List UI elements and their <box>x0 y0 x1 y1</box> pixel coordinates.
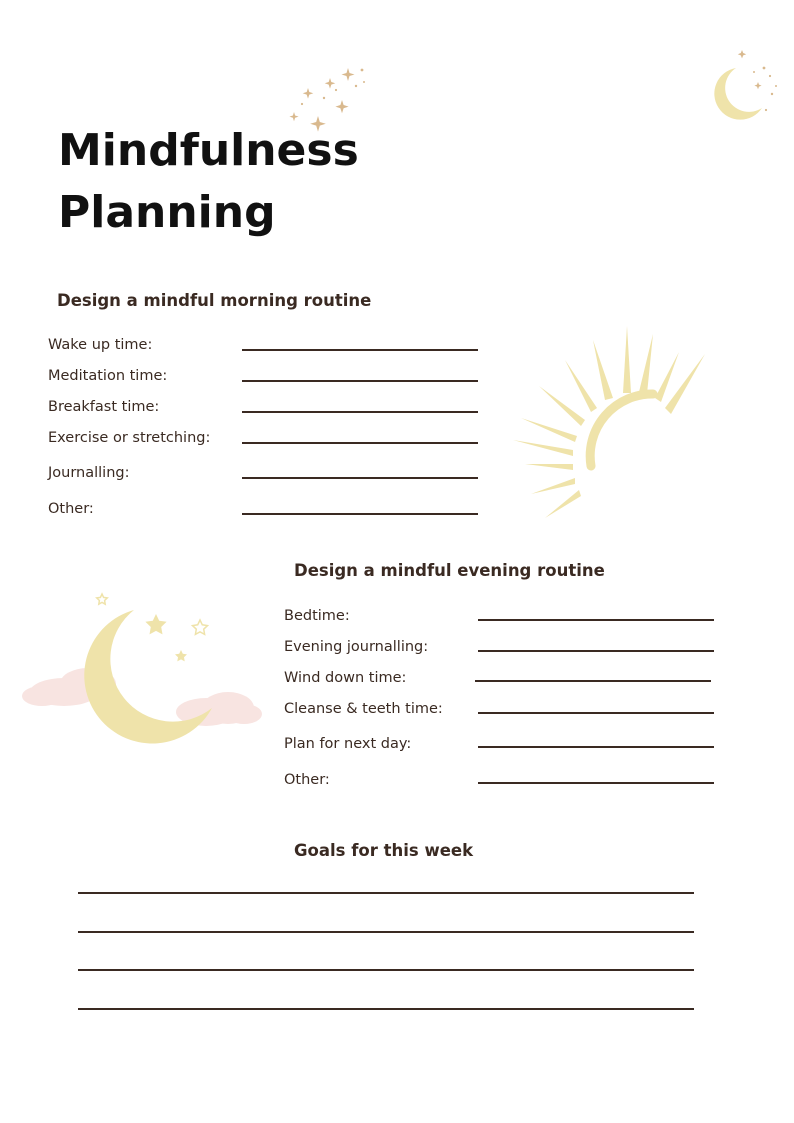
evening-row-bedtime-line[interactable] <box>478 619 714 621</box>
evening-row-plan-label: Plan for next day: <box>284 736 412 752</box>
evening-row-cleanse-label: Cleanse & teeth time: <box>284 701 443 717</box>
evening-row-other-line[interactable] <box>478 782 714 784</box>
evening-row-journalling-line[interactable] <box>478 650 714 652</box>
morning-row-journalling-label: Journalling: <box>48 465 130 481</box>
morning-row-exercise-label: Exercise or stretching: <box>48 430 211 446</box>
evening-row-bedtime-label: Bedtime: <box>284 608 350 624</box>
morning-row-breakfast-label: Breakfast time: <box>48 399 160 415</box>
goal-line-2[interactable] <box>78 931 694 933</box>
morning-row-wake-label: Wake up time: <box>48 337 153 353</box>
evening-row-journalling-label: Evening journalling: <box>284 639 429 655</box>
evening-row-plan-line[interactable] <box>478 746 714 748</box>
morning-routine-heading: Design a mindful morning routine <box>57 291 372 310</box>
crescent-moon-small-icon <box>706 46 786 126</box>
evening-row-wind-down-label: Wind down time: <box>284 670 407 686</box>
morning-row-meditation-line[interactable] <box>242 380 478 382</box>
evening-row-other-label: Other: <box>284 772 330 788</box>
morning-row-other-line[interactable] <box>242 513 478 515</box>
evening-routine-heading: Design a mindful evening routine <box>294 561 605 580</box>
morning-row-breakfast-line[interactable] <box>242 411 478 413</box>
goal-line-3[interactable] <box>78 969 694 971</box>
morning-row-other-label: Other: <box>48 501 94 517</box>
page-title-line2: Planning <box>58 187 276 238</box>
page-title <box>58 120 359 244</box>
morning-row-meditation-label: Meditation time: <box>48 368 168 384</box>
morning-row-exercise-line[interactable] <box>242 442 478 444</box>
goal-line-4[interactable] <box>78 1008 694 1010</box>
goals-heading: Goals for this week <box>294 841 474 860</box>
morning-row-wake-line[interactable] <box>242 349 478 351</box>
evening-row-wind-down-line[interactable] <box>475 680 711 682</box>
evening-row-cleanse-line[interactable] <box>478 712 714 714</box>
page-title-line1: Mindfulness <box>58 125 359 176</box>
crescent-moon-cloud-icon <box>16 588 264 753</box>
goal-line-1[interactable] <box>78 892 694 894</box>
sun-icon <box>505 318 715 528</box>
morning-row-journalling-line[interactable] <box>242 477 478 479</box>
